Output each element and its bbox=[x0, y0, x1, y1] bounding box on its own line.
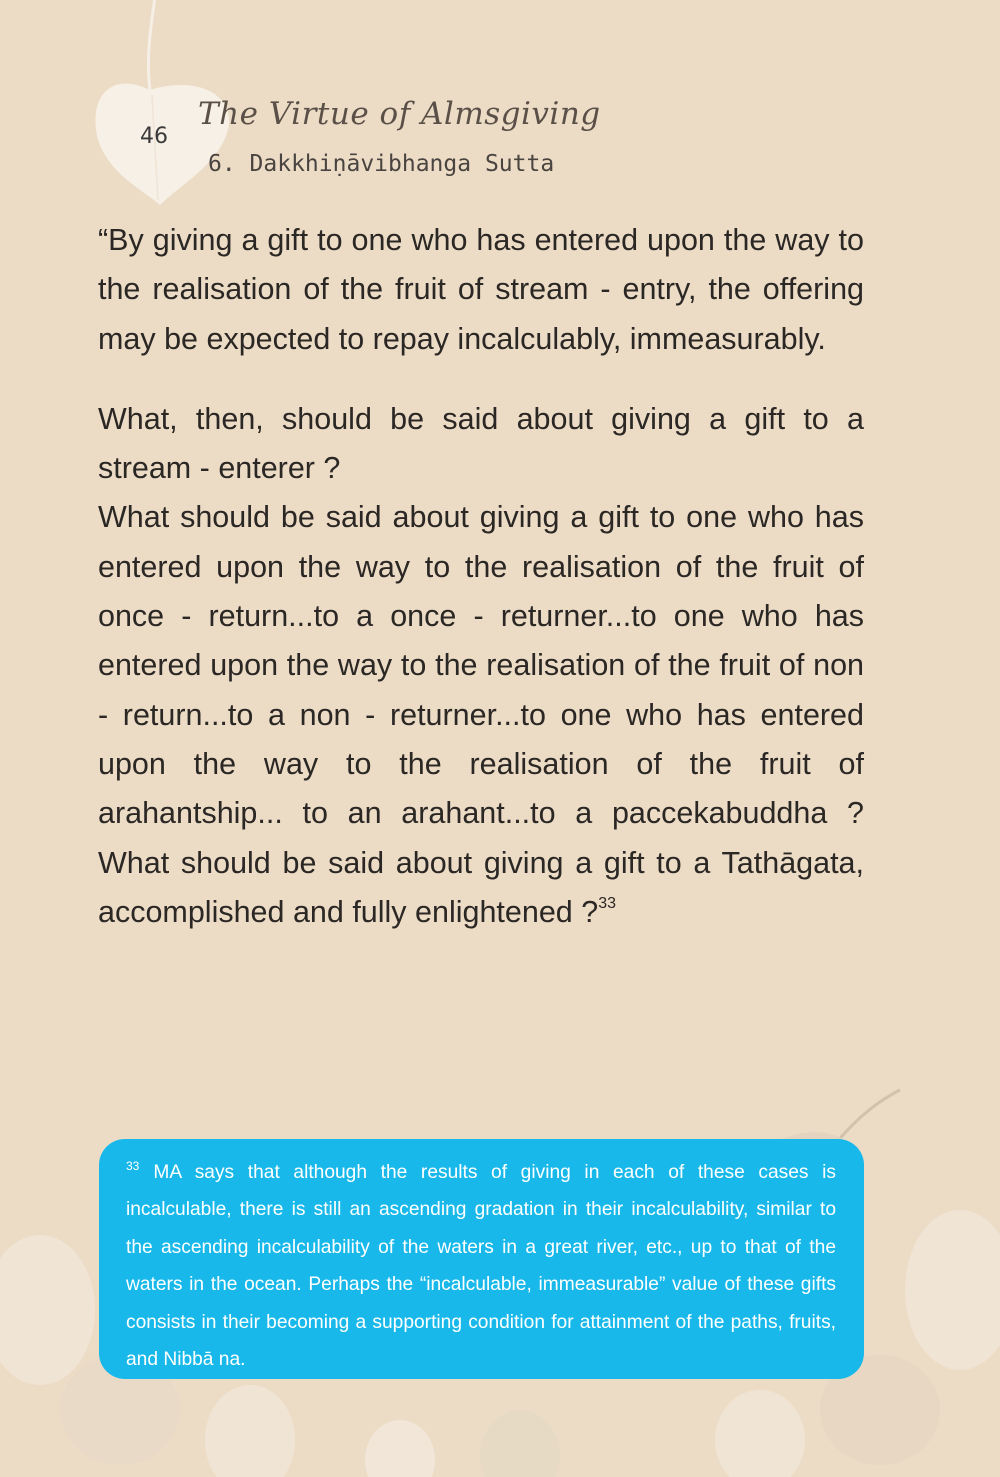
paragraph: “By giving a gift to one who has entered upon the way to the realisation of the fruit of stream - entry, the offering may be expected to repay incalculably, immeasurably. bbox=[98, 223, 864, 356]
main-text bbox=[98, 216, 864, 937]
book-title: The Virtue of Almsgiving bbox=[198, 96, 601, 132]
footnote-reference: 33 bbox=[598, 894, 616, 912]
footnote-number: 33 bbox=[126, 1159, 140, 1173]
paragraph-text: What should be said about giving a gift to one who has entered upon the way to the realisation of the fruit of once - return...to a once - returner...to one who has entered upon the way to the realisation of the fruit of non - return...to a non - returner...to one who has entered upon the way to the realisation of the fruit of arahantship... to an arahant...to a paccekabuddha ? What should be said about giving a gift to a Tathāgata, accomplished and fully enlightened ? bbox=[98, 500, 864, 929]
paragraph: What, then, should be said about giving a gift to a stream - enterer ? bbox=[98, 401, 864, 486]
chapter-title: 6. Dakkhiṇāvibhanga Sutta bbox=[208, 151, 555, 177]
footnote-text: MA says that although the results of giving in each of these cases is incalculable, there is still an ascending gradation in their incalculability, similar to the ascending incalculability of the waters in a great river, etc., up to that of the waters in the ocean. Perhaps the “incalculable, immeasurable” value of these gifts consists in their becoming a supporting condition for attainment of the paths, fruits, and Nibbā na. bbox=[126, 1162, 836, 1371]
paragraph bbox=[98, 493, 864, 937]
page-number: 46 bbox=[140, 124, 168, 149]
footnote-box bbox=[99, 1139, 864, 1379]
